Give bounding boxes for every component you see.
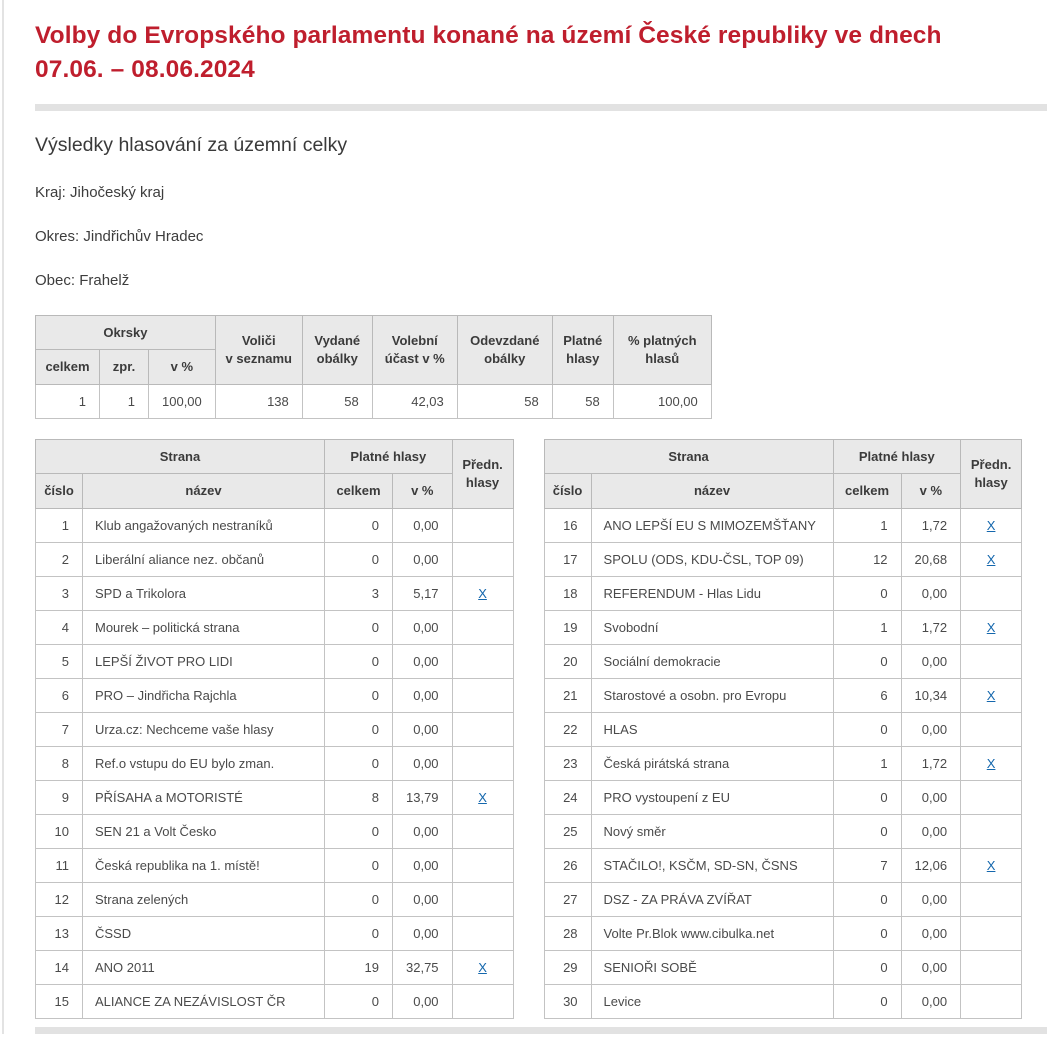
party-pref-votes-cell [452, 916, 513, 950]
preferential-votes-link[interactable]: X [478, 585, 487, 601]
party-name-cell: PRO – Jindřicha Rajchla [83, 678, 325, 712]
preferential-votes-link[interactable]: X [986, 551, 996, 567]
table-row [544, 644, 1022, 678]
party-percent-cell: 1,72 [901, 508, 961, 542]
party-pref-votes-cell [452, 746, 513, 780]
party-number-cell: 28 [544, 916, 591, 950]
party-total-votes-cell: 0 [325, 848, 393, 882]
preferential-votes-link[interactable]: X [986, 755, 996, 771]
party-table-left [35, 439, 514, 1019]
table-row [544, 984, 1022, 1018]
party-pref-votes-cell [452, 712, 513, 746]
party-percent-cell: 0,00 [901, 916, 961, 950]
party-percent-cell: 0,00 [393, 678, 453, 712]
region-obec [35, 272, 1047, 289]
table-row [36, 746, 514, 780]
table-row [36, 610, 514, 644]
table-row [544, 712, 1022, 746]
party-total-votes-cell: 0 [833, 814, 901, 848]
party-total-votes-cell: 0 [325, 712, 393, 746]
party-percent-cell: 20,68 [901, 542, 961, 576]
party-number-cell: 3 [36, 576, 83, 610]
kraj-label: Kraj: [35, 183, 66, 201]
table-row [36, 780, 514, 814]
party-pref-votes-cell [452, 644, 513, 678]
col-zpr: zpr. [100, 350, 149, 385]
table-row [36, 542, 514, 576]
table-row [544, 576, 1022, 610]
party-total-votes-cell: 0 [325, 882, 393, 916]
party-number-cell: 5 [36, 644, 83, 678]
party-pref-votes-cell [961, 780, 1022, 814]
kraj-value: Jihočeský kraj [70, 183, 165, 201]
party-pref-votes-cell [961, 848, 1022, 882]
party-number-cell: 22 [544, 712, 591, 746]
obec-label: Obec: [35, 271, 76, 289]
party-number-cell: 10 [36, 814, 83, 848]
table-row [544, 610, 1022, 644]
party-number-cell: 29 [544, 950, 591, 984]
party-percent-cell: 0,00 [901, 576, 961, 610]
table-row [36, 984, 514, 1018]
party-total-votes-cell: 0 [833, 984, 901, 1018]
party-percent-cell: 0,00 [393, 984, 453, 1018]
col-cislo: číslo [544, 474, 591, 509]
preferential-votes-link[interactable]: X [478, 789, 487, 805]
col-v-pct: v % [901, 474, 961, 509]
party-percent-cell: 0,00 [901, 814, 961, 848]
party-pref-votes-cell [961, 678, 1022, 712]
preferential-votes-link[interactable]: X [986, 687, 996, 703]
party-number-cell: 7 [36, 712, 83, 746]
party-name-cell: Sociální demokracie [591, 644, 833, 678]
col-platne-hlasy: Platné hlasy [552, 315, 613, 384]
party-name-cell: HLAS [591, 712, 833, 746]
party-number-cell: 8 [36, 746, 83, 780]
col-v-pct: v % [149, 350, 216, 385]
party-total-votes-cell: 3 [325, 576, 393, 610]
party-total-votes-cell: 0 [325, 984, 393, 1018]
party-number-cell: 20 [544, 644, 591, 678]
party-name-cell: Starostové a osobn. pro Evropu [591, 678, 833, 712]
col-platne-hlasy: Platné hlasy [833, 439, 961, 474]
title-divider [35, 104, 1047, 111]
table-row [36, 882, 514, 916]
party-name-cell: Urza.cz: Nechceme vaše hlasy [83, 712, 325, 746]
party-percent-cell: 1,72 [901, 610, 961, 644]
party-number-cell: 16 [544, 508, 591, 542]
col-vydane-obalky: Vydané obálky [302, 315, 372, 384]
party-total-votes-cell: 8 [325, 780, 393, 814]
party-name-cell: SPOLU (ODS, KDU-ČSL, TOP 09) [591, 542, 833, 576]
party-pref-votes-cell [961, 644, 1022, 678]
okrsky-pct-value: 100,00 [149, 384, 216, 418]
ucast-value: 42,03 [372, 384, 457, 418]
col-predn-hlasy: Předn. hlasy [961, 439, 1022, 508]
party-pref-votes-cell [961, 746, 1022, 780]
col-celkem: celkem [833, 474, 901, 509]
table-row [544, 814, 1022, 848]
party-name-cell: PRO vystoupení z EU [591, 780, 833, 814]
party-table-right [544, 439, 1023, 1019]
party-name-cell: Mourek – politická strana [83, 610, 325, 644]
volici-value: 138 [215, 384, 302, 418]
party-percent-cell: 0,00 [901, 950, 961, 984]
party-total-votes-cell: 12 [833, 542, 901, 576]
table-row [36, 950, 514, 984]
party-name-cell: Nový směr [591, 814, 833, 848]
party-pref-votes-cell [961, 508, 1022, 542]
party-pref-votes-cell [961, 984, 1022, 1018]
col-volebni-ucast: Volební účast v % [372, 315, 457, 384]
party-pref-votes-cell [452, 576, 513, 610]
party-percent-cell: 0,00 [393, 814, 453, 848]
party-pref-votes-cell [961, 916, 1022, 950]
bottom-divider [35, 1027, 1047, 1034]
section-subtitle: Výsledky hlasování za územní celky [35, 133, 348, 156]
party-number-cell: 18 [544, 576, 591, 610]
party-total-votes-cell: 1 [833, 746, 901, 780]
vydane-obalky-value: 58 [302, 384, 372, 418]
party-name-cell: LEPŠÍ ŽIVOT PRO LIDI [83, 644, 325, 678]
table-row [544, 542, 1022, 576]
party-number-cell: 25 [544, 814, 591, 848]
col-volici-v-seznamu: Voliči v seznamu [215, 315, 302, 384]
col-nazev: název [83, 474, 325, 509]
party-percent-cell: 0,00 [901, 644, 961, 678]
party-name-cell: Strana zelených [83, 882, 325, 916]
party-total-votes-cell: 0 [325, 746, 393, 780]
region-okres [35, 228, 1047, 245]
table-row [36, 576, 514, 610]
party-percent-cell: 1,72 [901, 746, 961, 780]
col-predn-hlasy: Předn. hlasy [452, 439, 513, 508]
party-pref-votes-cell [452, 882, 513, 916]
party-total-votes-cell: 0 [833, 882, 901, 916]
party-total-votes-cell: 0 [833, 576, 901, 610]
party-number-cell: 30 [544, 984, 591, 1018]
party-percent-cell: 10,34 [901, 678, 961, 712]
party-percent-cell: 0,00 [901, 712, 961, 746]
party-percent-cell: 0,00 [901, 984, 961, 1018]
party-total-votes-cell: 0 [833, 712, 901, 746]
party-total-votes-cell: 0 [325, 508, 393, 542]
page-title: Volby do Evropského parlamentu konané na území České republiky ve dnech 07.06. – 08.06.2024 [35, 22, 942, 83]
table-row [36, 508, 514, 542]
summary-table [35, 315, 712, 419]
party-name-cell: STAČILO!, KSČM, SD-SN, ČSNS [591, 848, 833, 882]
table-row [544, 950, 1022, 984]
party-name-cell: Svobodní [591, 610, 833, 644]
party-name-cell: Ref.o vstupu do EU bylo zman. [83, 746, 325, 780]
party-name-cell: ALIANCE ZA NEZÁVISLOST ČR [83, 984, 325, 1018]
summary-data-row [36, 384, 712, 418]
party-pref-votes-cell [961, 610, 1022, 644]
col-odevzdane-obalky: Odevzdané obálky [457, 315, 552, 384]
party-name-cell: Česká pirátská strana [591, 746, 833, 780]
party-percent-cell: 0,00 [393, 848, 453, 882]
party-number-cell: 4 [36, 610, 83, 644]
party-header-row-1 [36, 439, 514, 474]
party-name-cell: SPD a Trikolora [83, 576, 325, 610]
table-row [544, 780, 1022, 814]
col-v-pct: v % [393, 474, 453, 509]
party-tables-container [35, 439, 1047, 1019]
party-number-cell: 2 [36, 542, 83, 576]
party-name-cell: SENIOŘI SOBĚ [591, 950, 833, 984]
col-pct-platnych-hlasu: % platných hlasů [613, 315, 711, 384]
party-number-cell: 23 [544, 746, 591, 780]
platne-hlasy-value: 58 [552, 384, 613, 418]
preferential-votes-link[interactable]: X [986, 857, 996, 873]
party-number-cell: 19 [544, 610, 591, 644]
party-percent-cell: 0,00 [393, 542, 453, 576]
party-header-row-2 [36, 474, 514, 509]
party-percent-cell: 12,06 [901, 848, 961, 882]
party-percent-cell: 0,00 [393, 882, 453, 916]
party-total-votes-cell: 1 [833, 508, 901, 542]
col-celkem: celkem [325, 474, 393, 509]
party-number-cell: 6 [36, 678, 83, 712]
party-total-votes-cell: 7 [833, 848, 901, 882]
party-number-cell: 15 [36, 984, 83, 1018]
table-row [36, 916, 514, 950]
table-row [36, 678, 514, 712]
odevzdane-obalky-value: 58 [457, 384, 552, 418]
party-percent-cell: 0,00 [393, 916, 453, 950]
party-pref-votes-cell [961, 814, 1022, 848]
party-percent-cell: 5,17 [393, 576, 453, 610]
party-name-cell: SEN 21 a Volt Česko [83, 814, 325, 848]
party-percent-cell: 32,75 [393, 950, 453, 984]
summary-header-row-1 [36, 315, 712, 350]
party-total-votes-cell: 19 [325, 950, 393, 984]
col-cislo: číslo [36, 474, 83, 509]
party-total-votes-cell: 0 [325, 678, 393, 712]
party-pref-votes-cell [961, 950, 1022, 984]
party-number-cell: 24 [544, 780, 591, 814]
okrsky-zpr-value: 1 [100, 384, 149, 418]
table-row [544, 882, 1022, 916]
party-pref-votes-cell [452, 508, 513, 542]
party-pref-votes-cell [452, 678, 513, 712]
party-name-cell: Volte Pr.Blok www.cibulka.net [591, 916, 833, 950]
party-name-cell: Česká republika na 1. místě! [83, 848, 325, 882]
col-strana: Strana [544, 439, 833, 474]
party-name-cell: PŘÍSAHA a MOTORISTÉ [83, 780, 325, 814]
party-pref-votes-cell [452, 780, 513, 814]
party-total-votes-cell: 0 [833, 916, 901, 950]
party-name-cell: Levice [591, 984, 833, 1018]
party-pref-votes-cell [452, 610, 513, 644]
col-celkem: celkem [36, 350, 100, 385]
party-total-votes-cell: 0 [325, 542, 393, 576]
party-total-votes-cell: 1 [833, 610, 901, 644]
col-platne-hlasy: Platné hlasy [325, 439, 453, 474]
party-pref-votes-cell [452, 814, 513, 848]
table-row [36, 712, 514, 746]
party-number-cell: 1 [36, 508, 83, 542]
preferential-votes-link[interactable]: X [986, 619, 996, 635]
table-row [544, 508, 1022, 542]
results-page [2, 0, 1047, 1034]
table-row [36, 848, 514, 882]
party-pref-votes-cell [961, 576, 1022, 610]
preferential-votes-link[interactable]: X [986, 517, 996, 533]
okrsky-celkem-value: 1 [36, 384, 100, 418]
party-total-votes-cell: 0 [325, 610, 393, 644]
party-name-cell: ANO LEPŠÍ EU S MIMOZEMŠŤANY [591, 508, 833, 542]
party-total-votes-cell: 0 [325, 916, 393, 950]
col-nazev: název [591, 474, 833, 509]
party-pref-votes-cell [452, 542, 513, 576]
region-kraj [35, 184, 1047, 201]
party-total-votes-cell: 0 [833, 644, 901, 678]
party-name-cell: REFERENDUM - Hlas Lidu [591, 576, 833, 610]
preferential-votes-link[interactable]: X [478, 959, 487, 975]
party-name-cell: DSZ - ZA PRÁVA ZVÍŘAT [591, 882, 833, 916]
party-total-votes-cell: 0 [325, 644, 393, 678]
party-total-votes-cell: 0 [325, 814, 393, 848]
party-header-row-2 [544, 474, 1022, 509]
party-percent-cell: 0,00 [393, 610, 453, 644]
party-number-cell: 26 [544, 848, 591, 882]
party-name-cell: ANO 2011 [83, 950, 325, 984]
party-header-row-1 [544, 439, 1022, 474]
party-name-cell: ČSSD [83, 916, 325, 950]
table-row [544, 848, 1022, 882]
okres-value: Jindřichův Hradec [83, 227, 204, 245]
party-total-votes-cell: 0 [833, 950, 901, 984]
party-pref-votes-cell [452, 848, 513, 882]
party-pref-votes-cell [961, 542, 1022, 576]
okres-label: Okres: [35, 227, 80, 245]
table-row [544, 678, 1022, 712]
party-total-votes-cell: 6 [833, 678, 901, 712]
party-number-cell: 13 [36, 916, 83, 950]
obec-value: Frahelž [79, 271, 130, 289]
party-number-cell: 12 [36, 882, 83, 916]
party-pref-votes-cell [452, 950, 513, 984]
party-percent-cell: 0,00 [393, 644, 453, 678]
party-number-cell: 27 [544, 882, 591, 916]
table-row [544, 746, 1022, 780]
party-number-cell: 17 [544, 542, 591, 576]
party-name-cell: Klub angažovaných nestraníků [83, 508, 325, 542]
col-okrsky: Okrsky [36, 315, 216, 350]
party-number-cell: 14 [36, 950, 83, 984]
party-pref-votes-cell [452, 984, 513, 1018]
party-total-votes-cell: 0 [833, 780, 901, 814]
party-pref-votes-cell [961, 712, 1022, 746]
party-pref-votes-cell [961, 882, 1022, 916]
party-percent-cell: 0,00 [393, 508, 453, 542]
party-number-cell: 21 [544, 678, 591, 712]
party-number-cell: 11 [36, 848, 83, 882]
party-percent-cell: 0,00 [901, 780, 961, 814]
table-row [544, 916, 1022, 950]
party-percent-cell: 13,79 [393, 780, 453, 814]
table-row [36, 644, 514, 678]
col-strana: Strana [36, 439, 325, 474]
party-percent-cell: 0,00 [901, 882, 961, 916]
party-percent-cell: 0,00 [393, 746, 453, 780]
party-number-cell: 9 [36, 780, 83, 814]
party-percent-cell: 0,00 [393, 712, 453, 746]
party-name-cell: Liberální aliance nez. občanů [83, 542, 325, 576]
pct-platnych-value: 100,00 [613, 384, 711, 418]
table-row [36, 814, 514, 848]
